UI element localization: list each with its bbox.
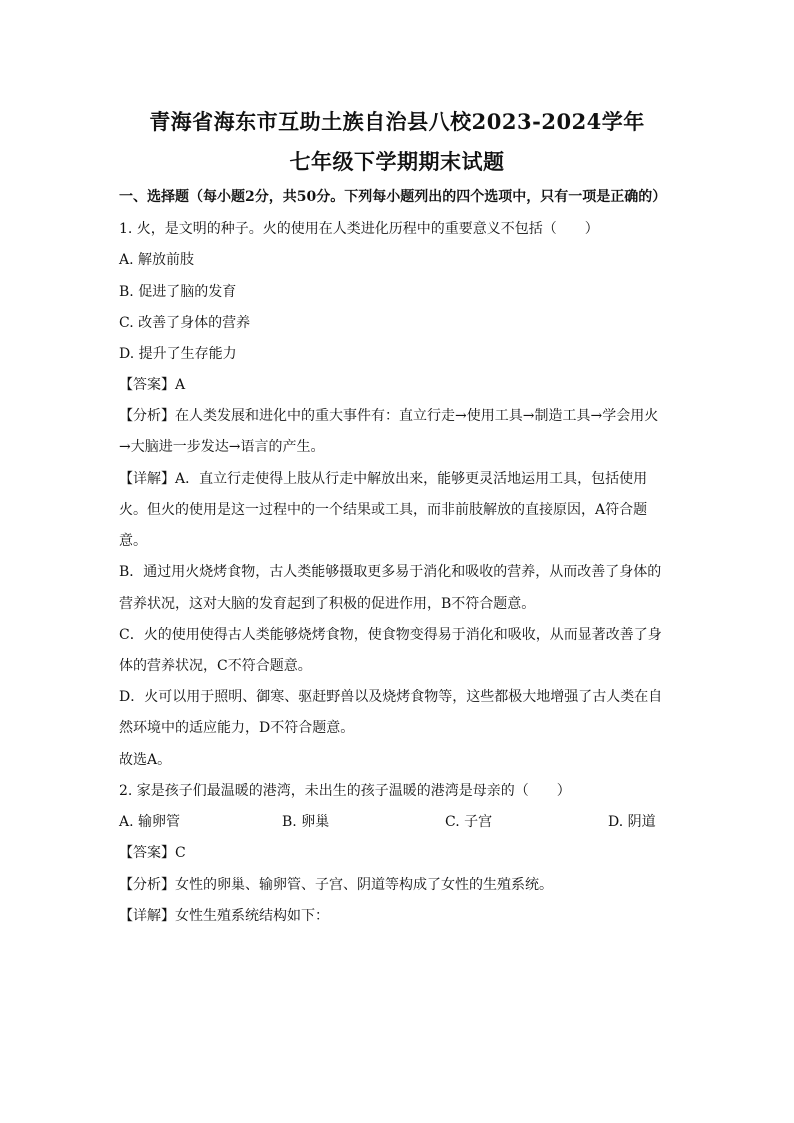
question-1-conclusion: 故选A。 <box>119 752 172 768</box>
question-2-option-c: C. 子宫 <box>445 814 493 830</box>
exam-subtitle: 七年级下学期期末试题 <box>289 149 505 174</box>
question-1-detail-b: B．通过用火烧烤食物，古人类能够摄取更多易于消化和吸收的营养，从而改善了身体的 <box>119 564 662 580</box>
question-1-detail-cont: 火。但火的使用是这一过程中的一个结果或工具，而非前肢解放的直接原因，A符合题 <box>119 502 648 518</box>
question-1-option-c: C. 改善了身体的营养 <box>119 315 251 331</box>
question-2-analysis: 【分析】女性的卵巢、输卵管、子宫、阴道等构成了女性的生殖系统。 <box>119 877 553 893</box>
question-2-stem: 2. 家是孩子们最温暖的港湾，未出生的孩子温暖的港湾是母亲的（ ） <box>119 783 571 799</box>
question-1-option-d: D. 提升了生存能力 <box>119 346 237 362</box>
question-2-detail: 【详解】女性生殖系统结构如下： <box>119 908 329 924</box>
exam-title: 青海省海东市互助土族自治县八校2023-2024学年 <box>149 109 645 134</box>
question-1-detail-c: C．火的使用使得古人类能够烧烤食物，使食物变得易于消化和吸收，从而显著改善了身 <box>119 627 662 643</box>
question-1-detail: 【详解】A．直立行走使得上肢从行走中解放出来，能够更灵活地运用工具，包括使用 <box>119 471 648 487</box>
question-1-detail-d-cont: 然环境中的适应能力，D不符合题意。 <box>119 720 355 736</box>
question-1-analysis: 【分析】在人类发展和进化中的重大事件有：直立行走→使用工具→制造工具→学会用火 <box>119 408 659 424</box>
section-heading: 一、选择题（每小题2分，共50分。下列每小题列出的四个选项中，只有一项是正确的） <box>119 189 667 205</box>
question-2-option-b: B. 卵巢 <box>282 814 330 830</box>
question-1-analysis-cont: →大脑进一步发达→语言的产生。 <box>119 439 325 455</box>
question-1-detail-b-cont: 营养状况，这对大脑的发育起到了积极的促进作用，B不符合题意。 <box>119 596 536 612</box>
question-1-detail-d: D．火可以用于照明、御寒、驱赶野兽以及烧烤食物等，这些都极大地增强了古人类在自 <box>119 689 663 705</box>
question-2-option-a: A. 输卵管 <box>119 814 181 830</box>
question-1-stem: 1. 火，是文明的种子。火的使用在人类进化历程中的重要意义不包括（ ） <box>119 221 599 237</box>
question-1-answer: 【答案】A <box>119 377 186 393</box>
question-1-detail-cont: 意。 <box>119 533 147 549</box>
question-1-detail-c-cont: 体的营养状况，C不符合题意。 <box>119 658 312 674</box>
question-1-option-b: B. 促进了脑的发育 <box>119 284 237 300</box>
question-1-option-a: A. 解放前肢 <box>119 252 195 268</box>
question-2-option-d: D. 阴道 <box>608 814 656 830</box>
question-2-answer: 【答案】C <box>119 845 186 861</box>
